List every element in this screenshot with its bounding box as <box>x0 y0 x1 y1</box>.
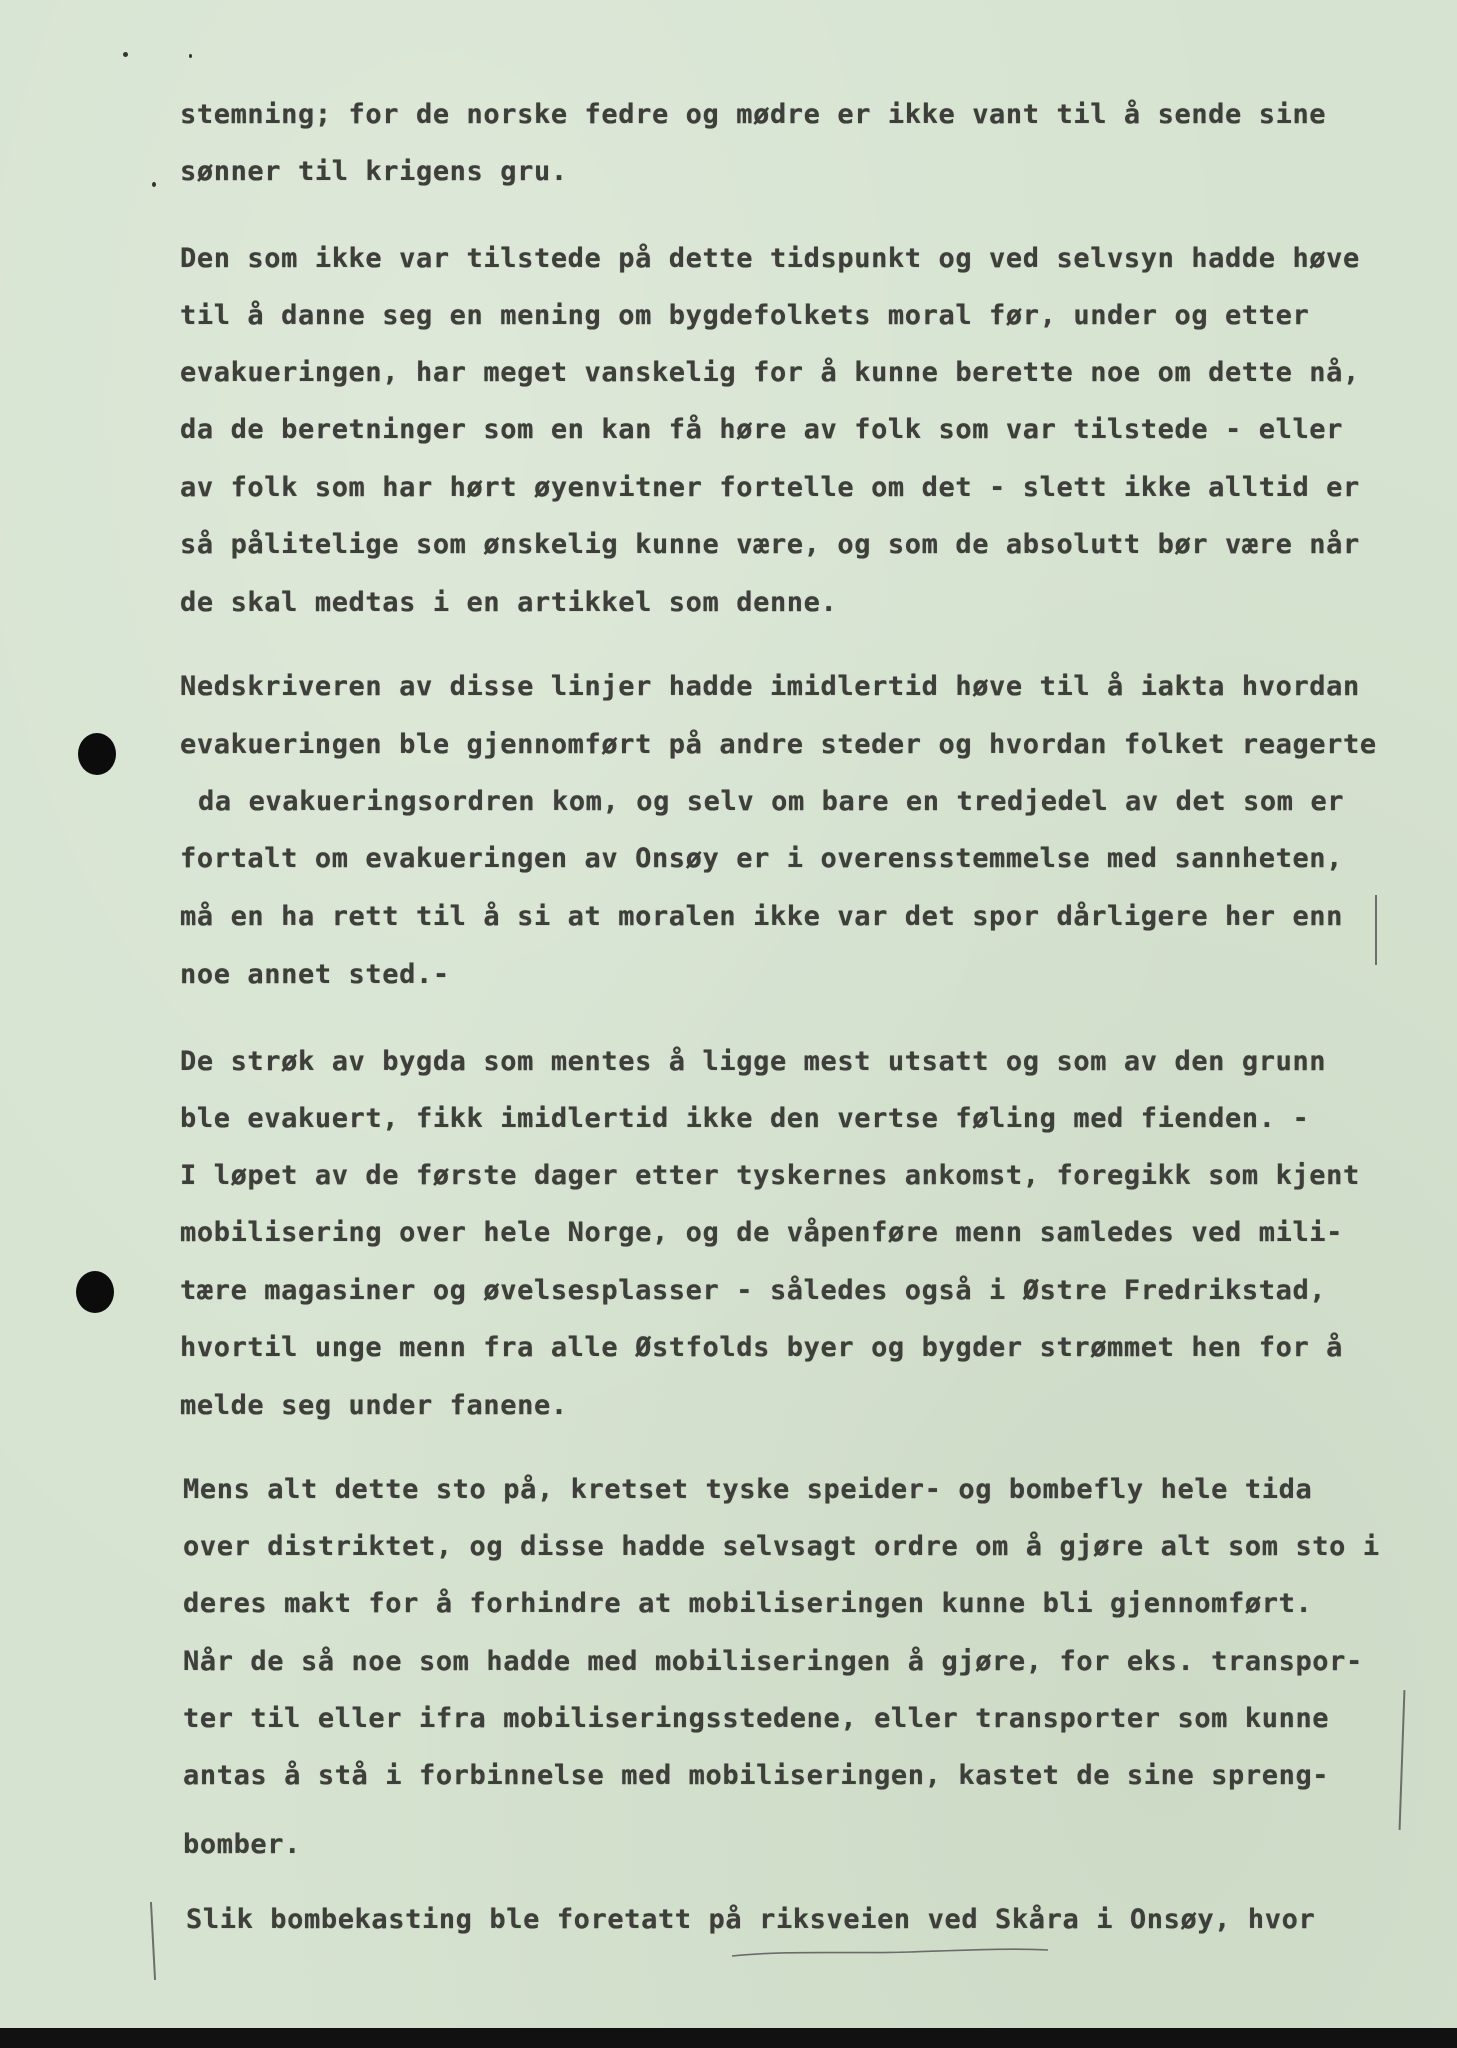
text-line: evakueringen ble gjennomført på andre steder og hvordan folket reagerte <box>180 729 1377 760</box>
scan-bottom-border <box>0 2028 1457 2048</box>
text-line: Mens alt dette sto på, kretset tyske speider- og bombefly hele tida <box>183 1474 1313 1505</box>
punch-hole <box>78 733 116 775</box>
text-line: sønner til krigens gru. <box>180 156 568 187</box>
text-line: Den som ikke var tilstede på dette tidspunkt og ved selvsyn hadde høve <box>180 243 1360 274</box>
text-line: over distriktet, og disse hadde selvsagt ordre om å gjøre alt som sto i <box>183 1531 1380 1562</box>
text-line: noe annet sted.- <box>180 959 450 990</box>
text-line: De strøk av bygda som mentes å ligge mest utsatt og som av den grunn <box>180 1046 1327 1077</box>
ink-speck <box>123 52 128 57</box>
text-line: mobilisering over hele Norge, og de våpenføre menn samledes ved mili- <box>180 1217 1344 1248</box>
text-line: melde seg under fanene. <box>180 1390 568 1421</box>
text-line: så pålitelige som ønskelig kunne være, og som de absolutt bør være når <box>180 529 1360 560</box>
text-line: da de beretninger som en kan få høre av folk som var tilstede - eller <box>180 414 1344 445</box>
text-line: til å danne seg en mening om bygdefolkets moral før, under og etter <box>180 300 1310 331</box>
text-line: evakueringen, har meget vanskelig for å kunne berette noe om dette nå, <box>180 357 1360 388</box>
margin-pencil-mark <box>1399 1690 1406 1830</box>
ink-speck <box>189 54 192 58</box>
text-line: Nedskriveren av disse linjer hadde imidlertid høve til å iakta hvordan <box>180 671 1360 702</box>
text-line: stemning; for de norske fedre og mødre er ikke vant til å sende sine <box>180 99 1327 130</box>
text-line: hvortil unge menn fra alle Østfolds byer og bygder strømmet hen for å <box>180 1332 1344 1363</box>
text-line: må en ha rett til å si at moralen ikke var det spor dårligere her enn <box>180 901 1344 932</box>
text-line: ble evakuert, fikk imidlertid ikke den vertse føling med fienden. - <box>180 1103 1310 1134</box>
text-line: I løpet av de første dager etter tyskernes ankomst, foregikk som kjent <box>180 1160 1360 1191</box>
ink-speck <box>152 182 156 187</box>
text-line: da evakueringsordren kom, og selv om bare en tredjedel av det som er <box>198 786 1345 817</box>
punch-hole <box>76 1271 114 1313</box>
margin-pencil-mark <box>150 1902 156 1980</box>
text-line: deres makt for å forhindre at mobiliseringen kunne bli gjennomført. <box>183 1588 1313 1619</box>
text-line: av folk som har hørt øyenvitner fortelle om det - slett ikke alltid er <box>180 472 1360 503</box>
text-line: bomber. <box>183 1829 301 1860</box>
text-line: Når de så noe som hadde med mobiliseringen å gjøre, for eks. transpor- <box>183 1646 1363 1677</box>
margin-pencil-mark <box>1375 895 1377 965</box>
text-line: ter til eller ifra mobiliseringsstedene, eller transporter som kunne <box>183 1703 1330 1734</box>
pencil-underline <box>730 1946 1050 1962</box>
text-line: tære magasiner og øvelsesplasser - således også i Østre Fredrikstad, <box>180 1275 1327 1306</box>
text-line: fortalt om evakueringen av Onsøy er i overensstemmelse med sannheten, <box>180 843 1344 874</box>
text-line: Slik bombekasting ble foretatt på riksveien ved Skåra i Onsøy, hvor <box>186 1904 1316 1935</box>
text-line: antas å stå i forbinnelse med mobiliseringen, kastet de sine spreng- <box>183 1760 1330 1791</box>
text-line: de skal medtas i en artikkel som denne. <box>180 587 838 618</box>
